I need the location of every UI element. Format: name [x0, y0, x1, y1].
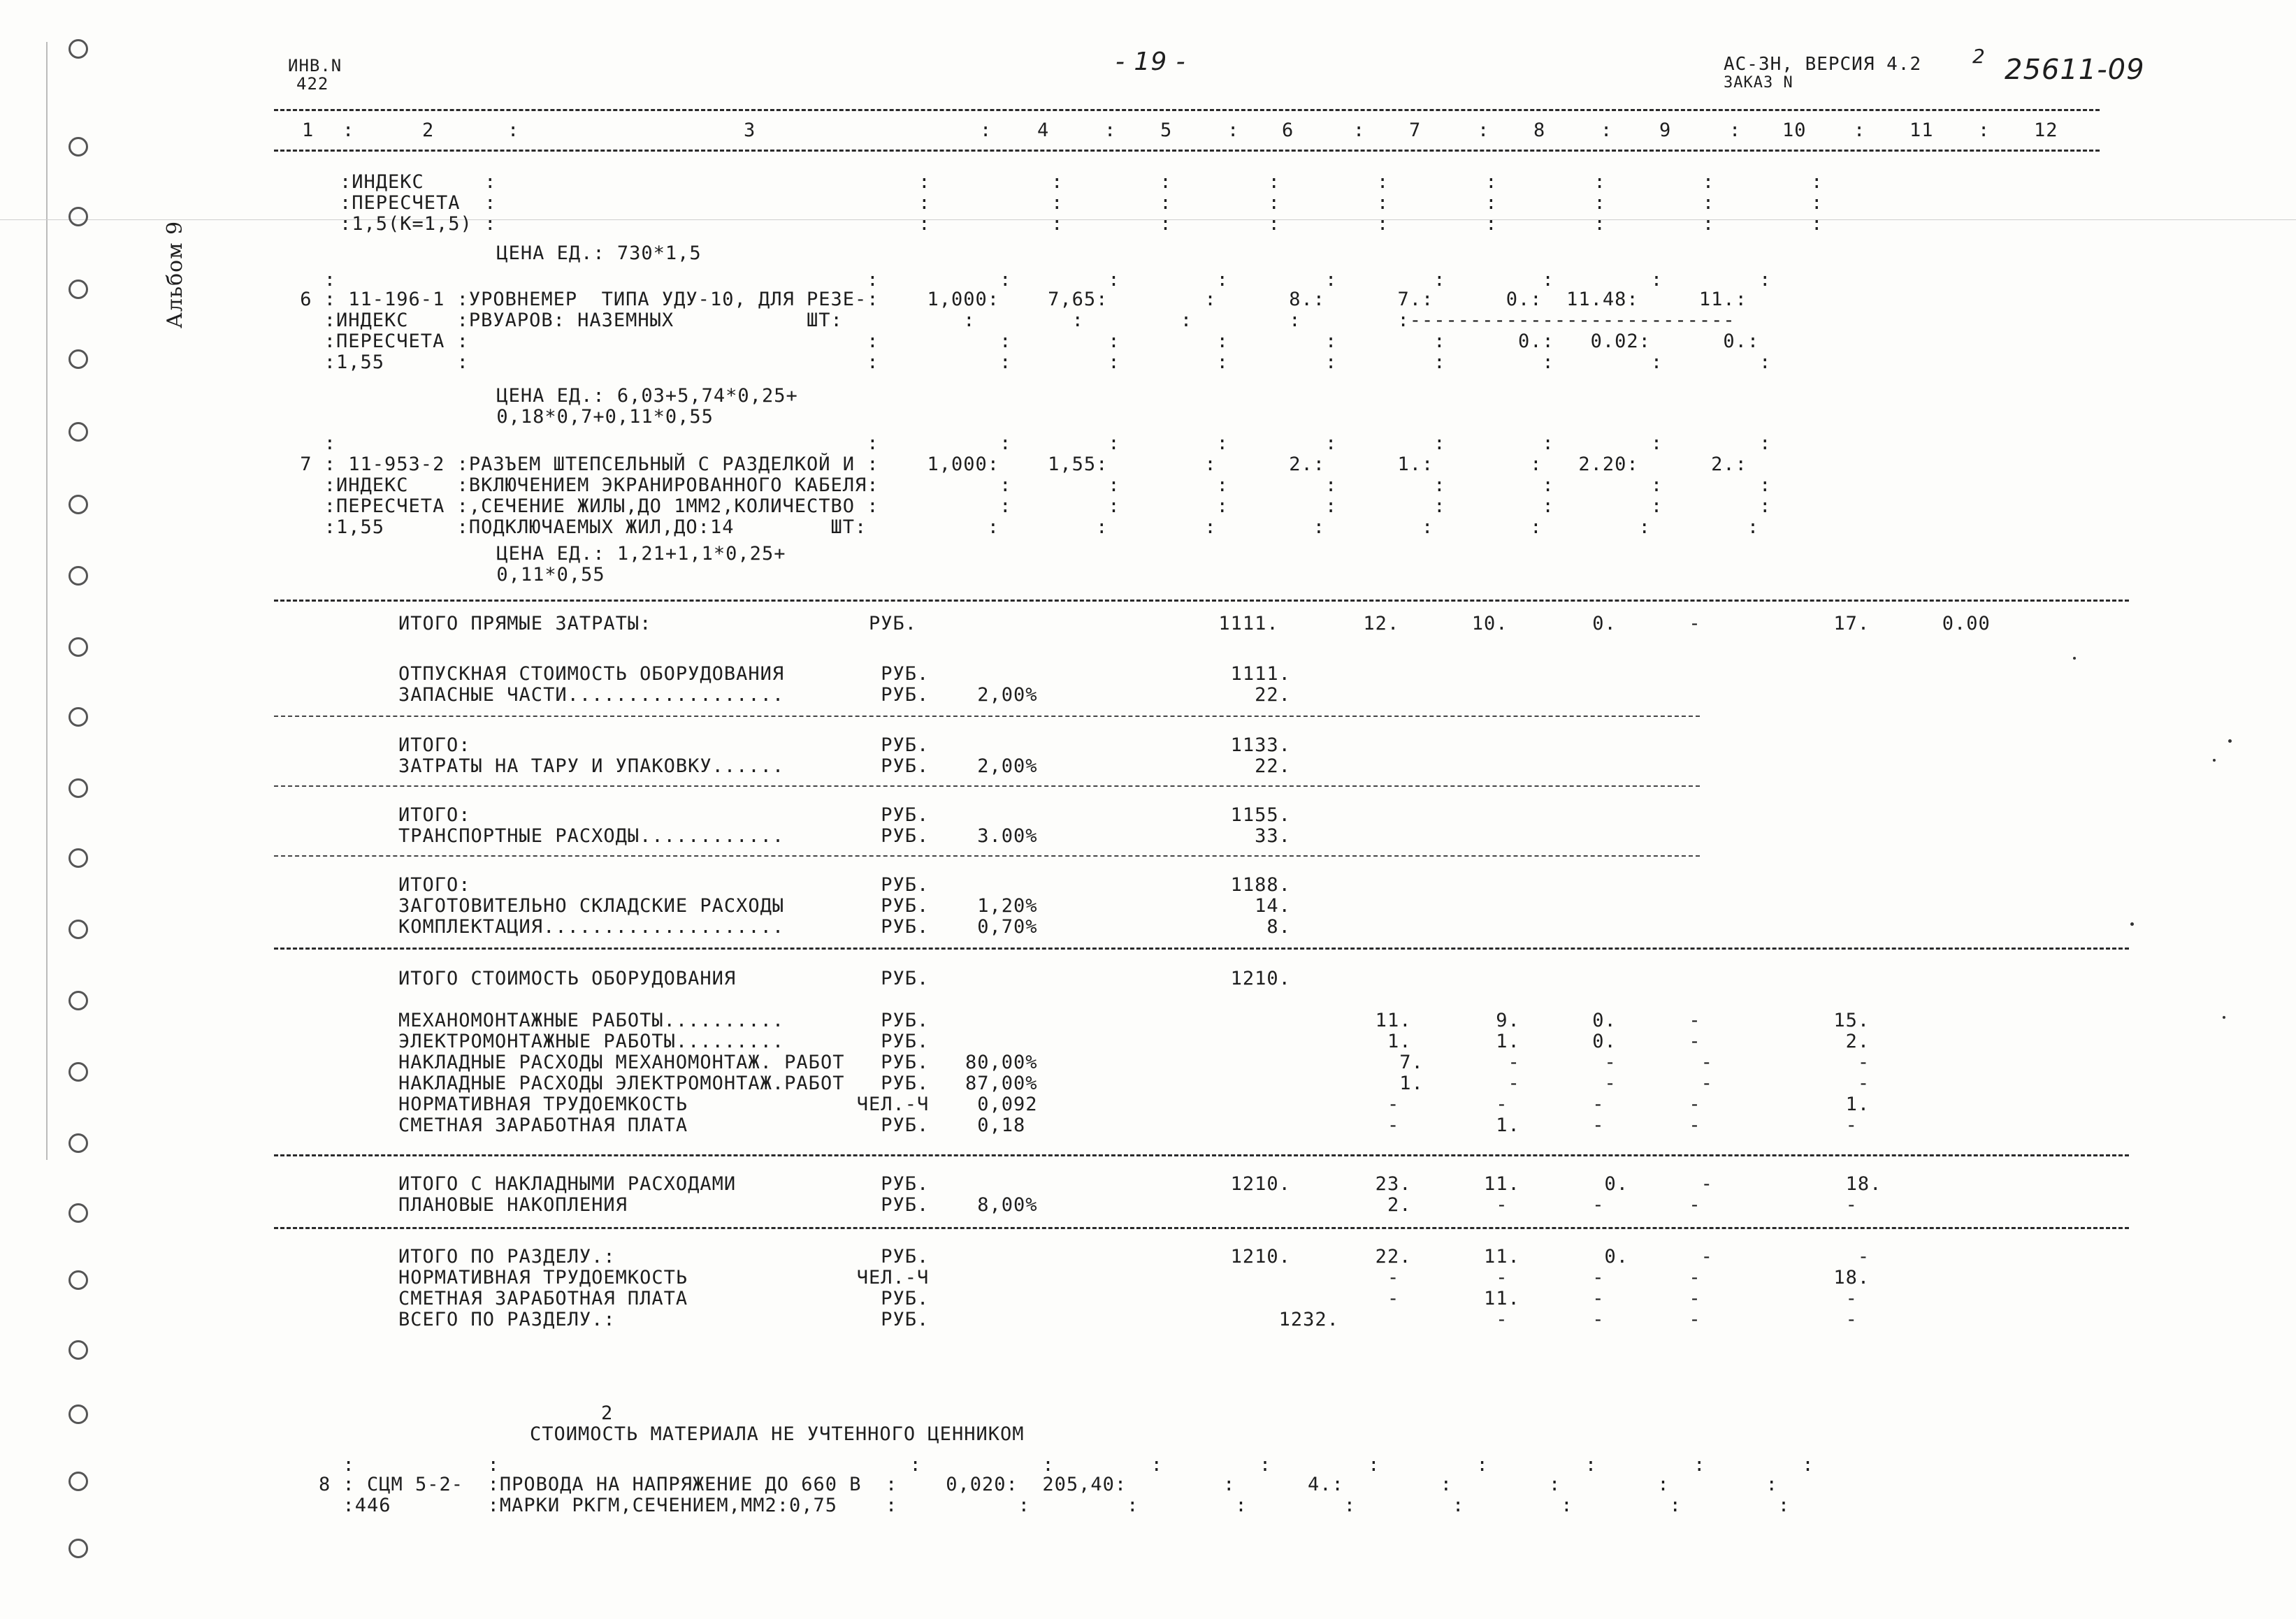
summary-line: ЗАГОТОВИТЕЛЬНО СКЛАДСКИЕ РАСХОДЫ РУБ. 1,20% 14.: [398, 895, 1291, 917]
material-row: : : : : : : : : : : :: [319, 1454, 1814, 1476]
material-heading: СТОИМОСТЬ МАТЕРИАЛА НЕ УЧТЕННОГО ЦЕННИКОМ: [530, 1423, 1025, 1445]
col-sep: :: [980, 119, 992, 141]
col-sep: :: [1104, 119, 1117, 141]
binder-hole: [68, 848, 88, 868]
material-row: :446 :МАРКИ РКГМ,СЕЧЕНИЕМ,ММ2:0,75 : : : : : : : : :: [319, 1495, 1791, 1516]
col-sep: :: [507, 119, 520, 141]
binder-hole: [68, 207, 88, 226]
binder-hole: [68, 1203, 88, 1223]
table-row: :ИНДЕКС :РВУАРОВ: НАЗЕМНЫХ ШТ: : : : : :---------------------------: [288, 310, 1735, 331]
col-num: 10: [1782, 119, 1807, 141]
col-sep: :: [1978, 119, 1991, 141]
col-sep: :: [342, 119, 355, 141]
rule: [274, 1154, 2129, 1156]
material-row-item-8: 8 : СЦМ 5-2- :ПРОВОДА НА НАПРЯЖЕНИЕ ДО 660 В : 0,020: 205,40: : 4.: : : : :: [319, 1474, 1778, 1495]
col-num: 9: [1659, 119, 1672, 141]
scan-speck: [2228, 739, 2232, 743]
summary-line: ЭЛЕКТРОМОНТАЖНЫЕ РАБОТЫ......... РУБ. 1. 1. 0. - 2.: [398, 1031, 1870, 1052]
col-num: 6: [1282, 119, 1294, 141]
summary-line: ИТОГО: РУБ. 1155.: [398, 804, 1291, 826]
binder-hole: [68, 707, 88, 727]
album-label: Альбом 9: [163, 220, 187, 328]
col-num: 1: [302, 119, 315, 141]
binder-hole: [68, 1340, 88, 1360]
col-num: 3: [744, 119, 756, 141]
header-superscript: 2: [1972, 45, 1986, 68]
summary-line: СМЕТНАЯ ЗАРАБОТНАЯ ПЛАТА РУБ. - 11. - - -: [398, 1288, 1858, 1309]
col-num: 2: [422, 119, 435, 141]
summary-line: ИТОГО: РУБ. 1133.: [398, 734, 1291, 756]
summary-line: ИТОГО С НАКЛАДНЫМИ РАСХОДАМИ РУБ. 1210. 23. 11. 0. - 18.: [398, 1173, 1882, 1195]
table-row: : : : : : : : : : :: [288, 433, 1772, 454]
summary-line: СМЕТНАЯ ЗАРАБОТНАЯ ПЛАТА РУБ. 0,18 - 1. - - -: [398, 1115, 1858, 1136]
col-sep: :: [1353, 119, 1366, 141]
summary-line: ПЛАНОВЫЕ НАКОПЛЕНИЯ РУБ. 8,00% 2. - - - -: [398, 1194, 1858, 1216]
scan-speck: [2213, 759, 2216, 762]
scan-speck: [2073, 657, 2076, 660]
table-row: :1,55 :ПОДКЛЮЧАЕМЫХ ЖИЛ,ДО:14 ШТ: : : : : : : : :: [288, 516, 1760, 538]
summary-line: МЕХАНОМОНТАЖНЫЕ РАБОТЫ.......... РУБ. 11. 9. 0. - 15.: [398, 1010, 1870, 1031]
col-num: 8: [1533, 119, 1546, 141]
scan-speck: [2130, 922, 2134, 926]
summary-line: НОРМАТИВНАЯ ТРУДОЕМКОСТЬ ЧЕЛ.-Ч - - - - 18.: [398, 1267, 1870, 1288]
page-number: - 19 -: [1115, 48, 1186, 76]
summary-line: НАКЛАДНЫЕ РАСХОДЫ МЕХАНОМОНТАЖ. РАБОТ РУБ. 80,00% 7. - - - -: [398, 1052, 1870, 1073]
table-row: :ПЕРЕСЧЕТА :,СЕЧЕНИЕ ЖИЛЫ,ДО 1ММ2,КОЛИЧЕСТВО : : : : : : : : :: [288, 495, 1772, 517]
binder-hole: [68, 1539, 88, 1558]
table-row: :ПЕРЕСЧЕТА : : : : : : : : : :: [340, 192, 1824, 214]
rule: [274, 855, 1700, 857]
table-row: :ИНДЕКС :ВКЛЮЧЕНИЕМ ЭКРАНИРОВАННОГО КАБЕЛЯ: : : : : : : : :: [288, 474, 1772, 496]
binder-hole: [68, 637, 88, 657]
order-label: ЗАКАЗ N: [1724, 74, 1793, 92]
binder-hole: [68, 566, 88, 586]
col-num: 4: [1037, 119, 1050, 141]
summary-line: ВСЕГО ПО РАЗДЕЛУ.: РУБ. 1232. - - - -: [398, 1309, 1858, 1330]
col-num: 11: [1909, 119, 1934, 141]
rule-top: [274, 109, 2100, 111]
price-formula: ЦЕНА ЕД.: 6,03+5,74*0,25+: [340, 385, 798, 407]
inventory-number: 422: [296, 74, 329, 94]
binder-hole: [68, 495, 88, 514]
scan-speck: [2223, 1016, 2225, 1019]
price-formula: 0,18*0,7+0,11*0,55: [340, 406, 714, 428]
table-row: :1,55 : : : : : : : : : :: [288, 351, 1772, 373]
binder-line: [46, 42, 48, 1160]
summary-line: ИТОГО ПО РАЗДЕЛУ.: РУБ. 1210. 22. 11. 0. - -: [398, 1246, 1870, 1268]
inventory-label: ИНВ.N: [288, 56, 342, 75]
material-superscript: 2: [601, 1402, 614, 1424]
col-sep: :: [1729, 119, 1742, 141]
binder-hole: [68, 349, 88, 369]
col-sep: :: [1478, 119, 1490, 141]
summary-line: ОТПУСКНАЯ СТОИМОСТЬ ОБОРУДОВАНИЯ РУБ. 1111.: [398, 663, 1291, 685]
document-code: 25611-09: [2005, 54, 2145, 86]
binder-hole: [68, 1062, 88, 1082]
table-row: : : : : : : : : : :: [288, 269, 1772, 291]
table-row: :ИНДЕКС : : : : : : : : : :: [340, 171, 1824, 193]
rule: [274, 1227, 2129, 1229]
table-row: :1,5(K=1,5) : : : : : : : : : :: [340, 213, 1824, 235]
price-formula: ЦЕНА ЕД.: 1,21+1,1*0,25+: [340, 543, 786, 565]
col-sep: :: [1854, 119, 1866, 141]
binder-hole: [68, 778, 88, 798]
binder-hole: [68, 279, 88, 299]
summary-line: ИТОГО ПРЯМЫЕ ЗАТРАТЫ: РУБ. 1111. 12. 10. 0. - 17. 0.00: [398, 613, 1991, 634]
summary-line: ТРАНСПОРТНЫЕ РАСХОДЫ............ РУБ. 3.00% 33.: [398, 825, 1291, 847]
binder-hole: [68, 39, 88, 59]
table-row-item-6: 6 : 11-196-1 :УРОВНЕМЕР ТИПА УДУ-10, ДЛЯ РЕЗЕ-: 1,000: 7,65: : 8.: 7.: 0.: 11.48: 11.:: [288, 289, 1747, 310]
binder-hole: [68, 920, 88, 939]
summary-line: ИТОГО: РУБ. 1188.: [398, 874, 1291, 896]
summary-line: КОМПЛЕКТАЦИЯ.................... РУБ. 0,70% 8.: [398, 916, 1291, 938]
column-header: [0, 120, 2296, 143]
summary-line: НОРМАТИВНАЯ ТРУДОЕМКОСТЬ ЧЕЛ.-Ч 0,092 - - - - 1.: [398, 1094, 1870, 1115]
rule: [274, 716, 1700, 717]
col-sep: :: [1227, 119, 1240, 141]
price-formula: 0,11*0,55: [340, 564, 605, 586]
rule: [274, 785, 1700, 787]
table-row-item-7: 7 : 11-953-2 :РАЗЪЕМ ШТЕПСЕЛЬНЫЙ С РАЗДЕЛКОЙ И : 1,000: 1,55: : 2.: 1.: : 2.20: 2.:: [288, 453, 1747, 475]
summary-line: НАКЛАДНЫЕ РАСХОДЫ ЭЛЕКТРОМОНТАЖ.РАБОТ РУБ. 87,00% 1. - - - -: [398, 1073, 1870, 1094]
program-version: АС-ЗН, ВЕРСИЯ 4.2: [1724, 54, 1922, 75]
summary-line: ЗАТРАТЫ НА ТАРУ И УПАКОВКУ...... РУБ. 2,00% 22.: [398, 755, 1291, 777]
summary-line: ЗАПАСНЫЕ ЧАСТИ.................. РУБ. 2,00% 22.: [398, 684, 1291, 706]
col-num: 12: [2034, 119, 2058, 141]
table-row: :ПЕРЕСЧЕТА : : : : : : : 0.: 0.02: 0.:: [288, 331, 1760, 352]
binder-hole: [68, 1472, 88, 1491]
rule-under-header: [274, 150, 2100, 152]
col-num: 5: [1160, 119, 1173, 141]
binder-hole: [68, 1404, 88, 1424]
col-sep: :: [1601, 119, 1613, 141]
binder-hole: [68, 991, 88, 1010]
binder-hole: [68, 1133, 88, 1153]
binder-hole: [68, 422, 88, 442]
summary-line: ИТОГО СТОИМОСТЬ ОБОРУДОВАНИЯ РУБ. 1210.: [398, 968, 1291, 989]
rule: [274, 948, 2129, 950]
col-num: 7: [1409, 119, 1422, 141]
rule-items-end: [274, 600, 2129, 602]
binder-hole: [68, 1270, 88, 1290]
price-formula: ЦЕНА ЕД.: 730*1,5: [340, 242, 702, 264]
